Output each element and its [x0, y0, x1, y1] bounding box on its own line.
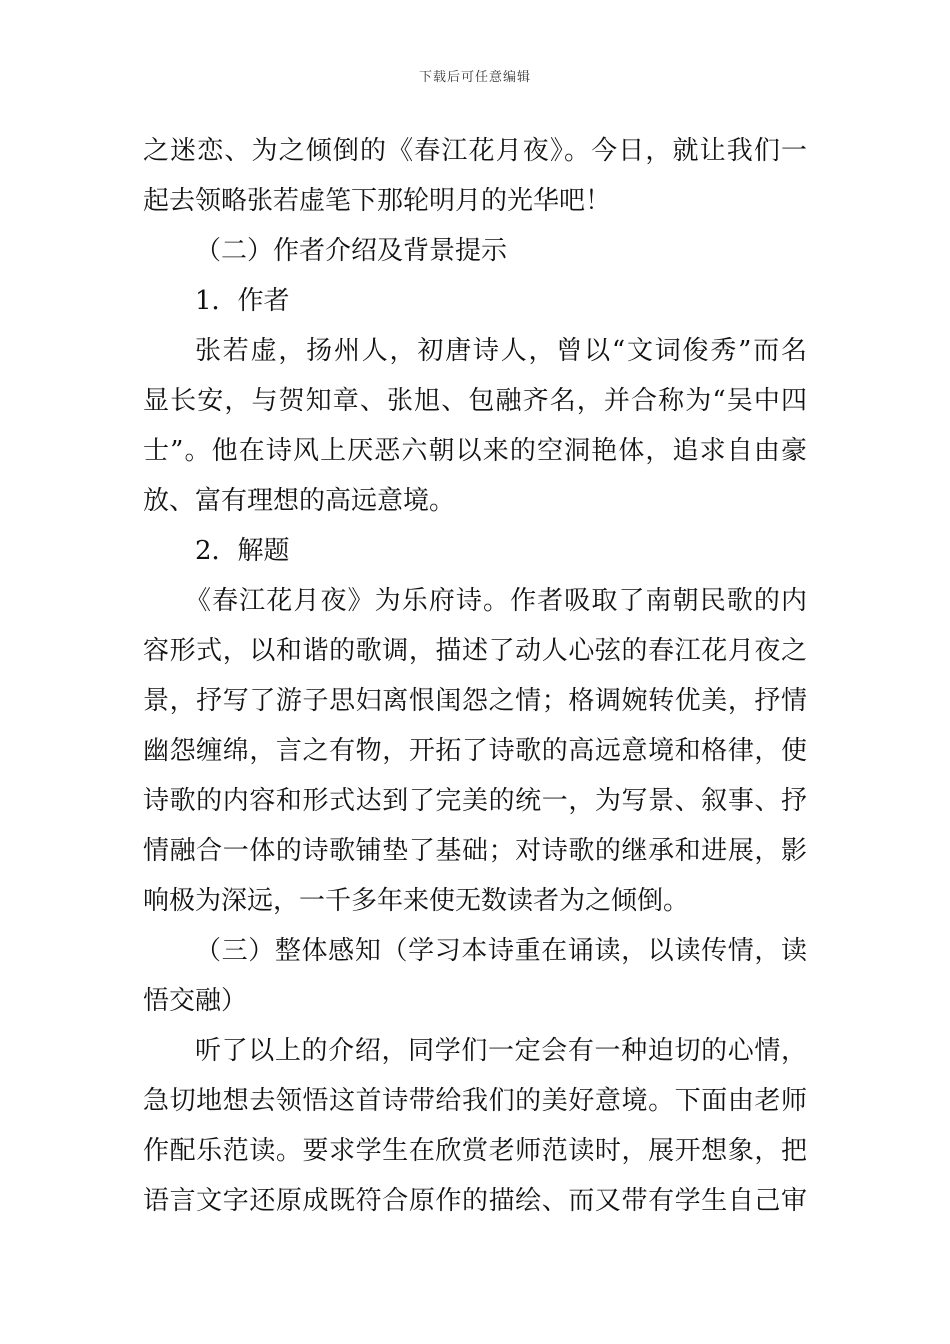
body-line: 之迷恋、为之倾倒的《春江花月夜》。今日，就让我们一 — [143, 136, 807, 166]
body-line: 诗歌的内容和形式达到了完美的统一，为写景、叙事、抒 — [143, 786, 807, 816]
section-heading: （三）整体感知（学习本诗重在诵读，以读传情，读 — [195, 936, 807, 966]
body-line: 响极为深远，一千多年来使无数读者为之倾倒。 — [143, 886, 690, 916]
body-line: 景，抒写了游子思妇离恨闺怨之情；格调婉转优美，抒情 — [143, 686, 807, 716]
body-line: 语言文字还原成既符合原作的描绘、而又带有学生自己审 — [143, 1186, 807, 1216]
page-header-note: 下载后可任意编辑 — [418, 70, 531, 85]
body-line: 情融合一体的诗歌铺垫了基础；对诗歌的继承和进展，影 — [143, 836, 807, 866]
body-line: 听了以上的介绍，同学们一定会有一种迫切的心情， — [195, 1036, 807, 1066]
body-line: 幽怨缠绵，言之有物，开拓了诗歌的高远意境和格律，使 — [143, 736, 807, 766]
section-heading-continued: 悟交融） — [143, 986, 248, 1016]
document-body — [143, 126, 807, 1226]
body-line: 士”。他在诗风上厌恶六朝以来的空洞艳体，追求自由豪 — [143, 436, 807, 466]
body-line: 容形式，以和谐的歌调，描述了动人心弦的春江花月夜之 — [143, 636, 807, 666]
subsection-heading: 2．解题 — [195, 536, 290, 566]
body-line: 《春江花月夜》为乐府诗。作者吸取了南朝民歌的内 — [185, 586, 807, 616]
body-line: 急切地想去领悟这首诗带给我们的美好意境。下面由老师 — [143, 1086, 807, 1116]
body-line: 张若虚，扬州人，初唐诗人，曾以“文词俊秀”而名 — [195, 336, 807, 366]
body-line: 起去领略张若虚笔下那轮明月的光华吧！ — [143, 186, 612, 216]
section-heading: （二）作者介绍及背景提示 — [195, 236, 508, 266]
subsection-heading: 1．作者 — [195, 286, 290, 316]
body-line: 作配乐范读。要求学生在欣赏老师范读时，展开想象，把 — [143, 1136, 807, 1166]
body-line: 放、富有理想的高远意境。 — [143, 486, 456, 516]
body-line: 显长安，与贺知章、张旭、包融齐名，并合称为“吴中四 — [143, 386, 807, 416]
